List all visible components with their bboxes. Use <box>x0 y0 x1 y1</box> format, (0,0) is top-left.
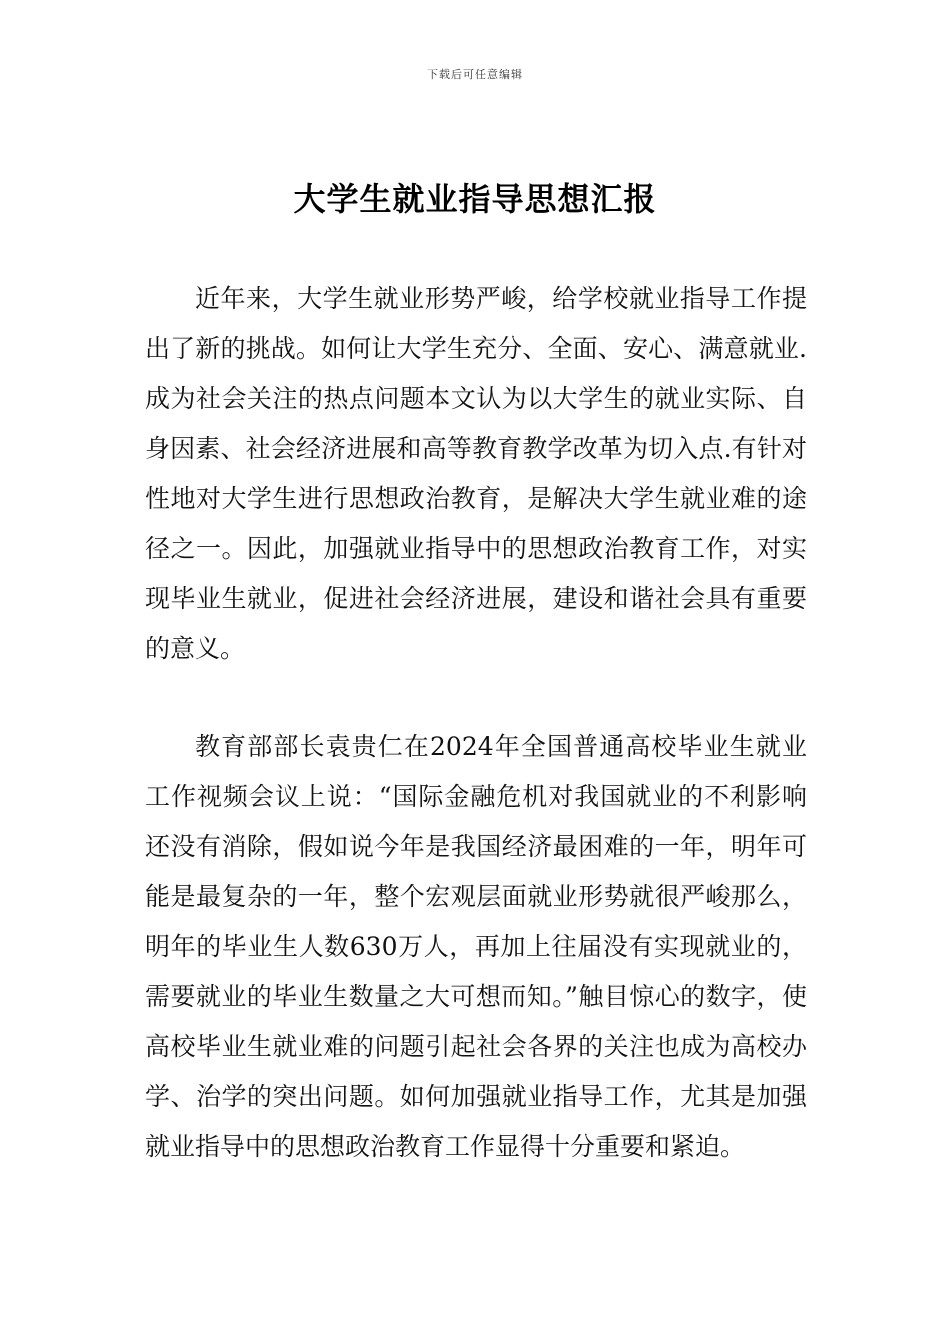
body-paragraph-1: 近年来，大学生就业形势严峻，给学校就业指导工作提出了新的挑战。如何让大学生充分、全面、安心、满意就业.成为社会关注的热点问题本文认为以大学生的就业实际、自身因素、社会经济进展和高等教育教学改革为切入点.有针对性地对大学生进行思想政治教育，是解决大学生就业难的途径之一。因此，加强就业指导中的思想政治教育工作，对实现毕业生就业，促进社会经济进展，建设和谐社会具有重要的意义。 <box>145 284 807 663</box>
body-paragraph-2: 教育部部长袁贵仁在2024年全国普通高校毕业生就业工作视频会议上说：“国际金融危机对我国就业的不利影响还没有消除，假如说今年是我国经济最困难的一年，明年可能是最复杂的一年，整个宏观层面就业形势就很严峻那么，明年的毕业生人数630万人，再加上往届没有实现就业的，需要就业的毕业生数量之大可想而知。”触目惊心的数字，使高校毕业生就业难的问题引起社会各界的关注也成为高校办学、治学的突出问题。如何加强就业指导工作，尤其是加强就业指导中的思想政治教育工作显得十分重要和紧迫。 <box>145 732 807 1161</box>
header-note: 下载后可任意编辑 <box>427 68 523 81</box>
document-title: 大学生就业指导思想汇报 <box>293 180 657 218</box>
